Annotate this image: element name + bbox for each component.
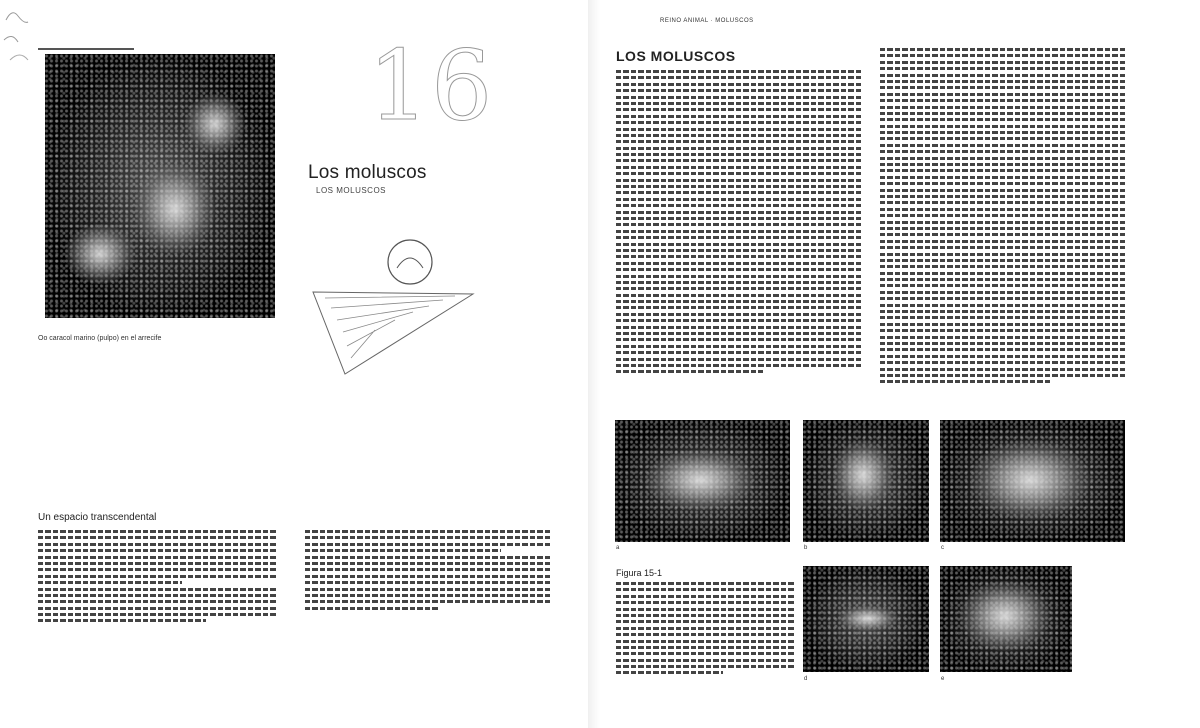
figure-letter-b: b — [804, 545, 808, 551]
section-heading: Un espacio transcendental — [38, 512, 157, 523]
chapter-subtitle: LOS MOLUSCOS — [316, 186, 387, 195]
figure-photo-b — [803, 420, 929, 542]
running-head: REINO ANIMAL · MOLUSCOS — [660, 18, 754, 24]
chapter-number: 16 — [368, 30, 495, 142]
figure-photo-d — [803, 566, 929, 672]
photo-caption: Oo caracol marino (pulpo) en el arrecife — [38, 335, 162, 342]
right-body-column-1 — [616, 70, 861, 377]
figure-photo-a — [615, 420, 790, 542]
figure-caption-text — [616, 582, 794, 678]
left-page — [0, 0, 588, 728]
left-body-column-2 — [305, 530, 550, 613]
figure-letter-d: d — [804, 676, 808, 682]
chapter-opener-photo — [45, 54, 275, 318]
figure-title: Figura 15-1 — [616, 568, 663, 578]
right-page-title: LOS MOLUSCOS — [616, 48, 736, 64]
right-body-column-2 — [880, 48, 1125, 387]
right-page — [600, 0, 1200, 728]
figure-photo-c — [940, 420, 1125, 542]
left-body-column-1 — [38, 530, 278, 626]
chapter-title: Los moluscos — [308, 162, 427, 183]
figure-letter-e: e — [941, 676, 945, 682]
shell-illustration — [305, 232, 485, 382]
book-gutter — [588, 0, 600, 728]
figure-photo-e — [940, 566, 1072, 672]
figure-letter-c: c — [941, 545, 944, 551]
figure-letter-a: a — [616, 545, 620, 551]
